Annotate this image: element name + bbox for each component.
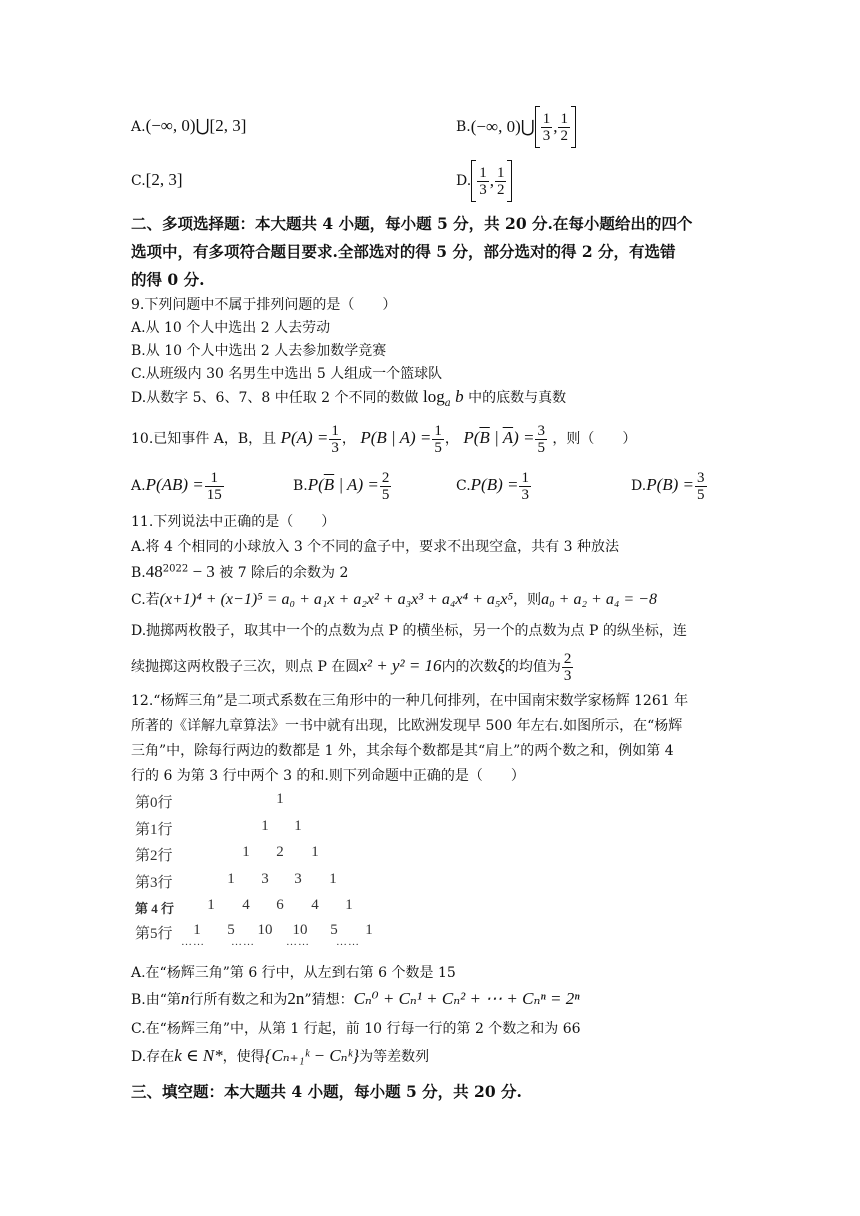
triangle-number: 10 bbox=[257, 922, 273, 938]
text: ，使得 bbox=[222, 1049, 265, 1065]
q9-option-c: C.从班级内 30 名男生中选出 5 人组成一个篮球队 bbox=[131, 366, 443, 382]
q11-option-b bbox=[131, 561, 348, 584]
row-label: 第 4 行 bbox=[135, 901, 175, 916]
math-log: log bbox=[422, 387, 445, 406]
triangle-number: 5 bbox=[227, 922, 235, 938]
text: ，则（ ） bbox=[552, 431, 637, 447]
row-label: 第5行 bbox=[135, 926, 173, 942]
text: ，则 bbox=[513, 592, 542, 608]
q12-option-a: A.在“杨辉三角”第 6 行中，从左到右第 6 个数是 15 bbox=[131, 965, 456, 981]
fraction: $\frac{1}{2}$ bbox=[496, 164, 505, 198]
q10-stem: 10.已知事件 A，B，且 P(A) = $\frac{1}{3}$ ， P(B | A) = $\frac{1}{5}$ ， $P(\overline{B}$ | $\overline{A}$) = $\frac{3}{5}$ ，则（ ） bbox=[131, 422, 637, 456]
math-var: b bbox=[455, 387, 464, 406]
q9-stem: 9.下列问题中不属于排列问题的是（ ） bbox=[131, 297, 397, 313]
math-exponent: 2022 bbox=[162, 563, 189, 575]
fraction: $\frac{2}{5}$ bbox=[381, 469, 390, 503]
math: P(B) = bbox=[470, 475, 519, 494]
row-label: 第3行 bbox=[135, 875, 173, 891]
triangle-number: 1 bbox=[242, 844, 250, 860]
triangle-number: 1 bbox=[329, 871, 337, 887]
text: 续抛掷这两枚骰子三次，则点 P 在圆 bbox=[131, 659, 360, 675]
math: $P(\overline{B}$ | $\overline{A}$) = bbox=[463, 428, 535, 447]
right-bracket bbox=[571, 106, 576, 148]
math: 2n bbox=[287, 989, 305, 1008]
q8-option-b: B.(−∞, 0)⋃ $\frac{1}{3}$ , $\frac{1}{2}$ bbox=[456, 106, 576, 148]
fraction: $\frac{3}{5}$ bbox=[697, 469, 705, 503]
q10-option-b bbox=[293, 465, 392, 506]
math: P(AB) = bbox=[145, 475, 204, 494]
math: P(B | A) = bbox=[360, 428, 432, 447]
right-bracket bbox=[507, 160, 512, 202]
q8-option-a bbox=[131, 116, 246, 136]
option-math: (−∞, 0)⋃ bbox=[470, 117, 535, 136]
q12-line2: 所著的《详解九章算法》一书中就有出现，比欧洲发现早 500 年左右.如图所示，在“杨辉 bbox=[131, 718, 683, 734]
triangle-number: 1 bbox=[261, 818, 269, 834]
text: D.存在 bbox=[131, 1049, 175, 1065]
math: P(B) = bbox=[646, 475, 694, 494]
section3-heading: 三、填空题：本大题共 4 小题，每小题 5 分，共 20 分. bbox=[131, 1082, 522, 1101]
row-label: 第0行 bbox=[135, 795, 173, 811]
text: 行所有数之和为 bbox=[189, 992, 288, 1008]
fraction: $\frac{1}{3}$ bbox=[521, 469, 529, 503]
fraction: $\frac{1}{3}$ bbox=[479, 164, 487, 198]
triangle-number: 1 bbox=[311, 844, 319, 860]
text: C.若 bbox=[131, 592, 160, 608]
yanghui-triangle-figure bbox=[131, 788, 391, 958]
fraction: $\frac{2}{3}$ bbox=[563, 650, 572, 684]
math: a₀ + a₂ + a₄ = −8 bbox=[541, 591, 657, 608]
q8-option-c bbox=[131, 170, 183, 190]
triangle-number: 2 bbox=[276, 844, 284, 860]
triangle-number: 5 bbox=[330, 922, 338, 938]
q11-stem: 11.下列说法中正确的是（ ） bbox=[131, 514, 336, 530]
continuation-dots: …… bbox=[336, 936, 360, 948]
option-label: A. bbox=[131, 478, 146, 494]
q12-line3: 三角”中，除每行两边的数都是 1 外，其余每个数都是其“肩上”的两个数之和，例如第 4 bbox=[131, 743, 674, 759]
option-label: B. bbox=[131, 565, 146, 581]
q12-line1: 12.“杨辉三角”是二项式系数在三角形中的一种几何排列，在中国南宋数学家杨辉 1261 年 bbox=[131, 693, 689, 709]
triangle-number: 10 bbox=[292, 922, 308, 938]
triangle-number: 1 bbox=[276, 791, 284, 807]
q12-option-d bbox=[131, 1045, 429, 1068]
triangle-number: 1 bbox=[294, 818, 302, 834]
text: B.由“第 bbox=[131, 992, 181, 1008]
left-bracket bbox=[471, 160, 476, 202]
math-sub: a bbox=[444, 397, 451, 409]
fraction: $\frac{3}{5}$ bbox=[537, 422, 545, 456]
option-label: A. bbox=[131, 119, 146, 135]
triangle-number: 4 bbox=[242, 897, 250, 913]
option-label: C. bbox=[131, 173, 146, 189]
q8-option-d: D. $\frac{1}{3}$ , $\frac{1}{2}$ bbox=[456, 160, 512, 202]
q10-option-d bbox=[631, 465, 708, 506]
triangle-number: 3 bbox=[294, 871, 302, 887]
q11-option-a: A.将 4 个相同的小球放入 3 个不同的盒子中，要求不出现空盒，共有 3 种放法 bbox=[131, 539, 619, 555]
text: 为等差数列 bbox=[359, 1049, 430, 1065]
fraction: $\frac{1}{3}$ bbox=[331, 422, 339, 456]
triangle-number: 1 bbox=[207, 897, 215, 913]
triangle-number: 3 bbox=[261, 871, 269, 887]
math: P(A) = bbox=[280, 428, 329, 447]
math: − 3 bbox=[188, 562, 215, 581]
q9-option-a: A.从 10 个人中选出 2 人去劳动 bbox=[131, 320, 331, 336]
row-label: 第1行 bbox=[135, 822, 173, 838]
section2-heading-line1: 二、多项选择题：本大题共 4 小题，每小题 5 分，共 20 分.在每小题给出的四个 bbox=[131, 214, 693, 233]
triangle-number: 6 bbox=[276, 897, 284, 913]
math: x² + y² = 16 bbox=[359, 656, 442, 675]
continuation-dots: …… bbox=[181, 936, 205, 948]
q11-option-d-line1: D.抛掷两枚骰子，取其中一个的点数为点 P 的横坐标，另一个的点数为点 P 的纵坐标，连 bbox=[131, 623, 687, 639]
row-label: 第2行 bbox=[135, 848, 173, 864]
option-math: (−∞, 0)⋃[2, 3] bbox=[145, 116, 247, 135]
text: 中的底数与真数 bbox=[468, 390, 567, 406]
triangle-number: 1 bbox=[227, 871, 235, 887]
math: k ∈ N* bbox=[174, 1046, 223, 1065]
section2-heading-line2: 选项中，有多项符合题目要求.全部选对的得 5 分，部分选对的得 2 分，有选错 bbox=[131, 242, 676, 261]
triangle-number: 1 bbox=[345, 897, 353, 913]
math: n bbox=[180, 989, 190, 1008]
triangle-number: 4 bbox=[311, 897, 319, 913]
triangle-number: 1 bbox=[193, 922, 201, 938]
triangle-number: 1 bbox=[365, 922, 373, 938]
left-bracket bbox=[535, 106, 540, 148]
math: Cₙ⁰ + Cₙ¹ + Cₙ² + ⋯ + Cₙⁿ = 2ⁿ bbox=[353, 989, 580, 1008]
text: 10.已知事件 A，B，且 bbox=[131, 431, 277, 447]
option-label: B. bbox=[293, 478, 308, 494]
option-label: B. bbox=[456, 119, 471, 135]
text: D.从数字 5、6、7、8 中任取 2 个不同的数做 bbox=[131, 390, 419, 406]
fraction: $\frac{1}{3}$ bbox=[542, 110, 551, 144]
text: 被 7 除后的余数为 2 bbox=[219, 565, 349, 581]
q12-line4: 行的 6 为第 3 行中两个 3 的和.则下列命题中正确的是（ ） bbox=[131, 768, 525, 784]
option-math: [2, 3] bbox=[145, 170, 183, 189]
q11-option-d-line2 bbox=[131, 646, 574, 687]
fraction: $\frac{1}{5}$ bbox=[434, 422, 442, 456]
q9-option-d bbox=[131, 386, 566, 409]
q11-option-c bbox=[131, 589, 657, 611]
q12-option-c: C.在“杨辉三角”中，从第 1 行起，前 10 行每一行的第 2 个数之和为 66 bbox=[131, 1021, 581, 1037]
math: {Cₙ₊₁ᵏ − Cₙᵏ} bbox=[264, 1046, 360, 1065]
q10-option-c bbox=[456, 465, 532, 506]
q10-option-a bbox=[131, 465, 225, 506]
text: 的均值为 bbox=[504, 659, 561, 675]
continuation-dots: …… bbox=[286, 936, 310, 948]
option-label: C. bbox=[456, 478, 471, 494]
text: 内的次数 bbox=[441, 659, 498, 675]
q9-option-b: B.从 10 个人中选出 2 人去参加数学竞赛 bbox=[131, 343, 387, 359]
option-label: D. bbox=[631, 478, 647, 494]
math: (x+1)⁴ + (x−1)⁵ = a₀ + a₁x + a₂x² + a₃x³ + a₄x⁴ + a₅x⁵ bbox=[159, 591, 514, 608]
q12-option-b bbox=[131, 988, 580, 1011]
text: ”猜想： bbox=[304, 992, 354, 1008]
math: ξ bbox=[497, 656, 505, 675]
math: $P(\overline{B}$ | A) = bbox=[307, 475, 379, 494]
section2-heading-line3: 的得 0 分. bbox=[131, 270, 205, 289]
option-label: D. bbox=[456, 173, 472, 189]
fraction: $\frac{1}{15}$ bbox=[206, 469, 222, 503]
math: 48 bbox=[145, 562, 163, 581]
fraction: $\frac{1}{2}$ bbox=[560, 110, 568, 144]
continuation-dots: …… bbox=[231, 936, 255, 948]
